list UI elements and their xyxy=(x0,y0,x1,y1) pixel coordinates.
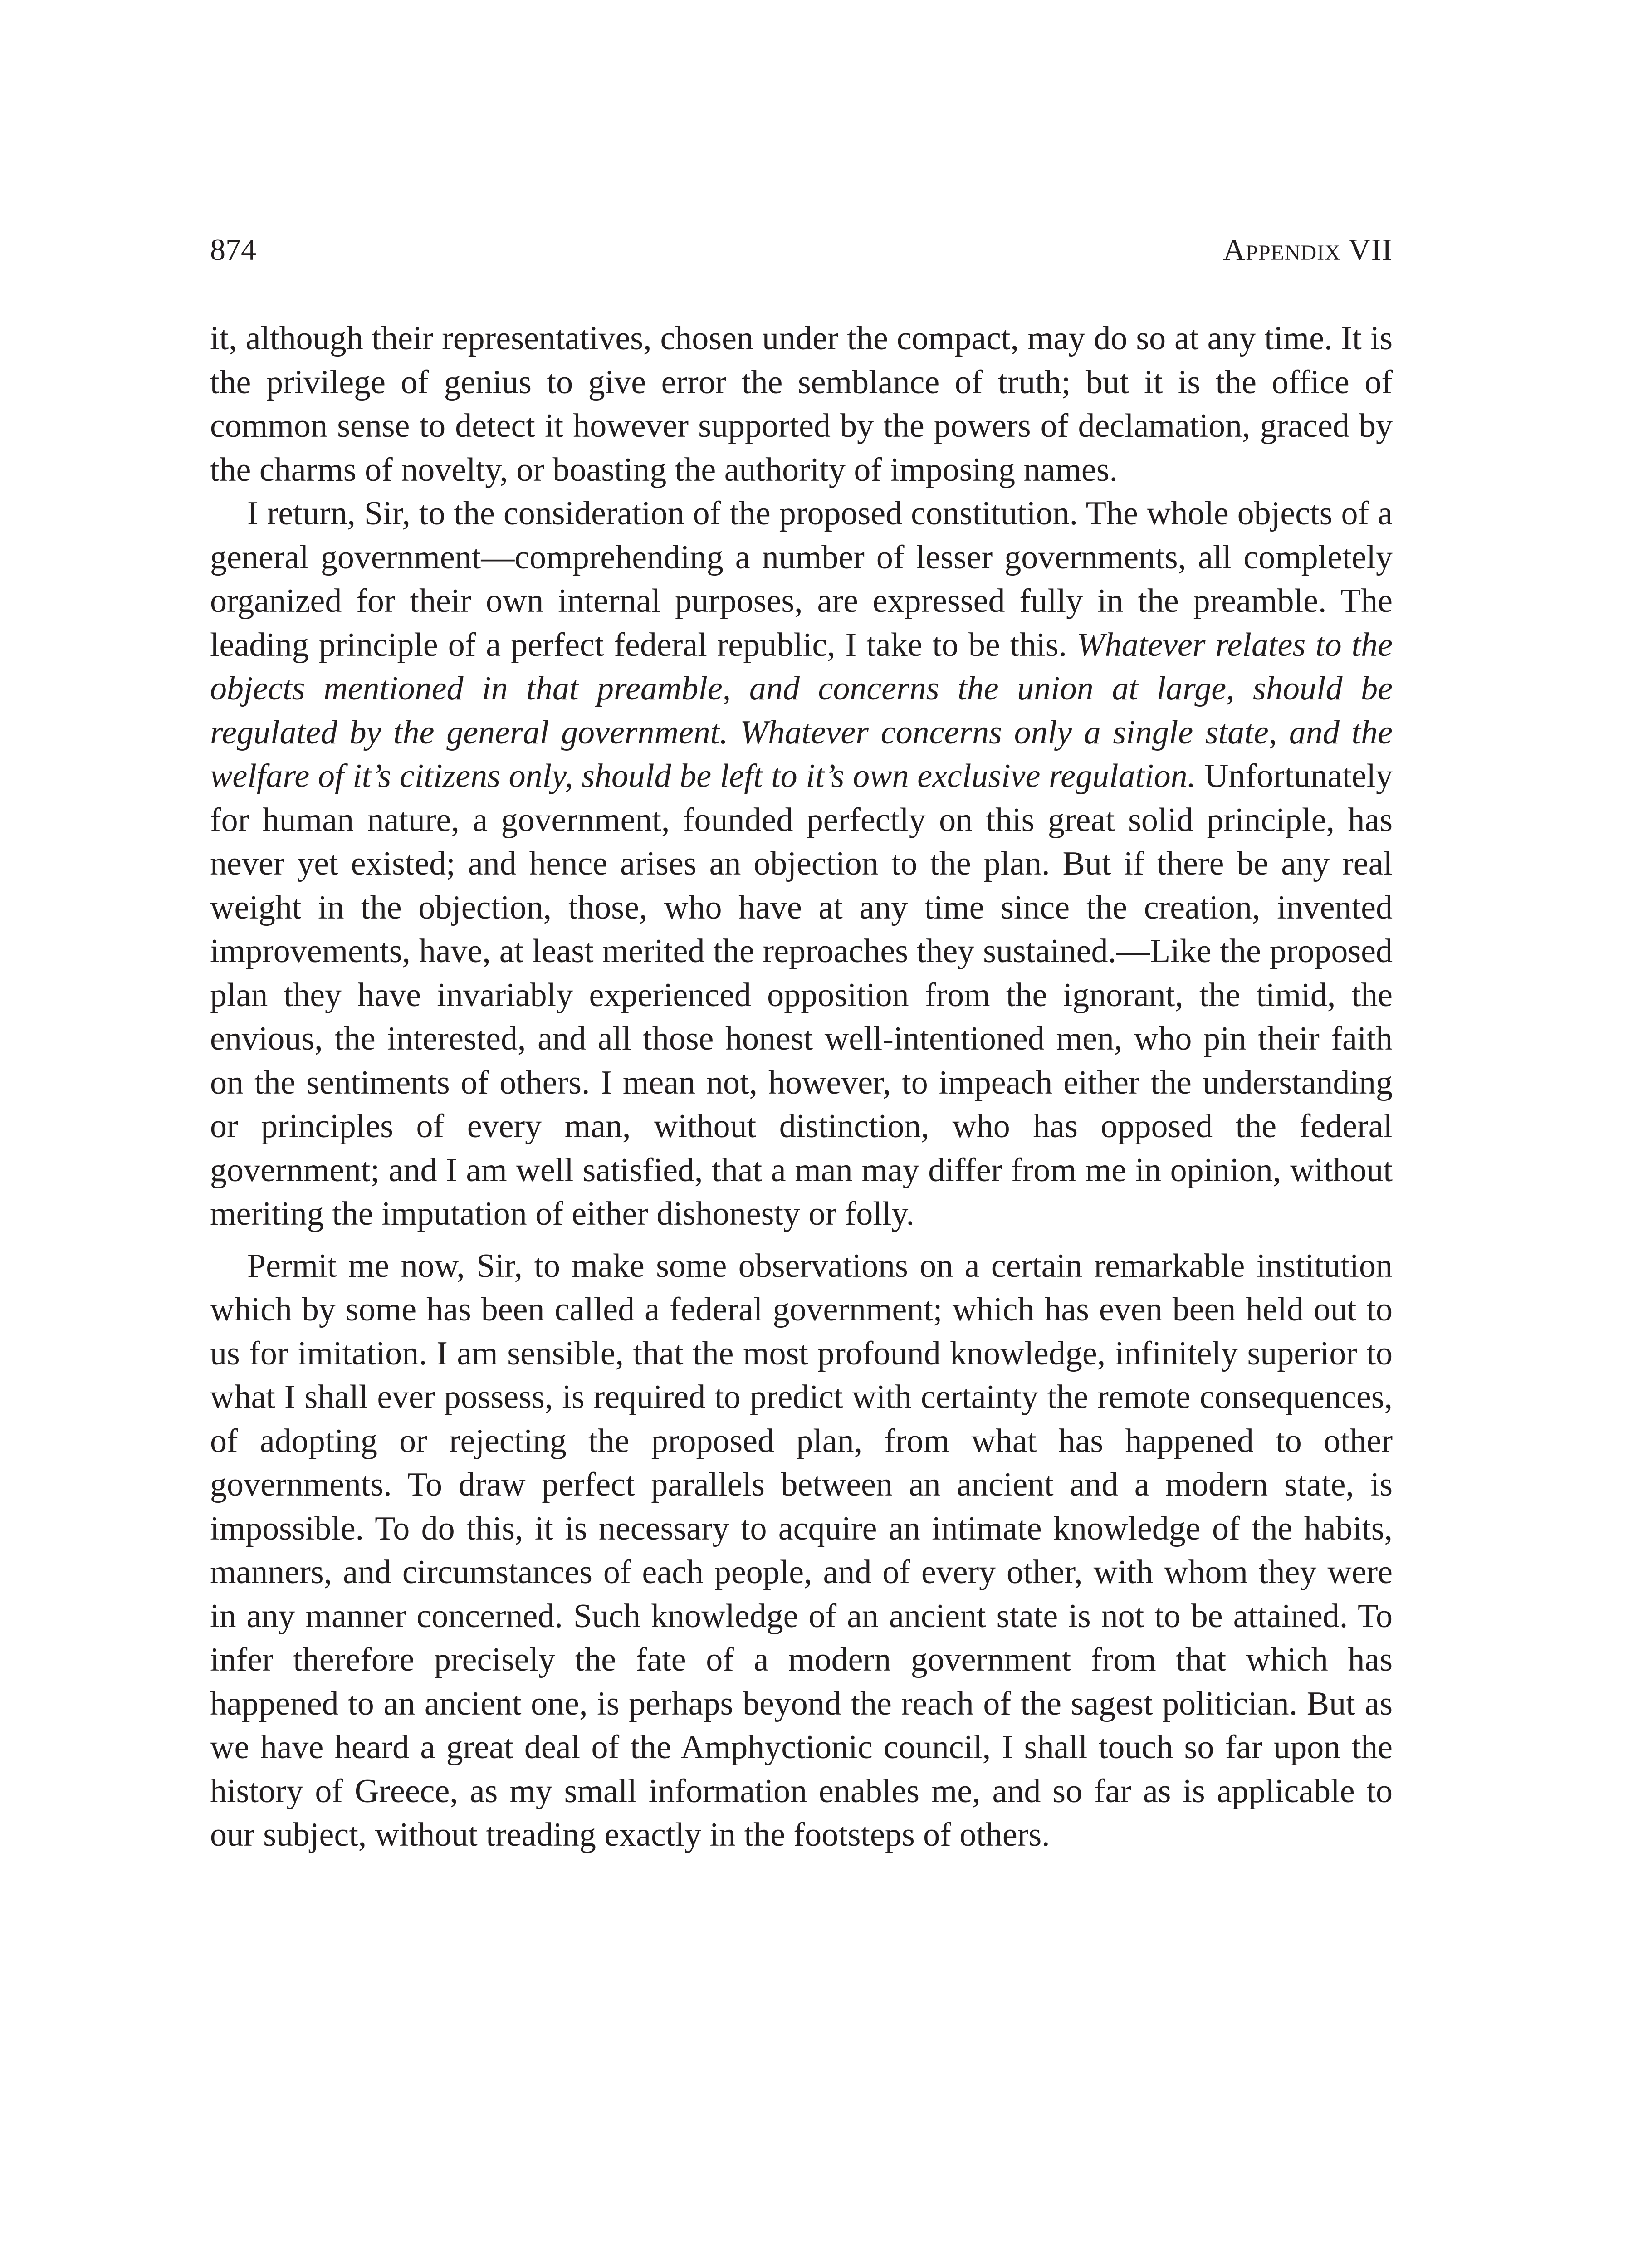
paragraph-amphyctionic-council xyxy=(210,1244,1393,1857)
text-segment: it, although their representatives, chosen under the compact, may do so at any time. It is the privilege of genius to give error the semblance of truth; but it is the office of common sense to detect it however supported by the powers of declamation, graced by the charms of novelty, or boasting the authority of imposing names. xyxy=(210,320,1393,489)
paragraph-continued xyxy=(210,317,1393,492)
text-segment: Unfortunately for human nature, a government, founded perfectly on this great solid principle, has never yet existed; and hence arises an objection to the plan. But if there be any real weight in the objection, those, who have at any time since the creation, invented improvements, have, at least merited the reproaches they sustained.—Like the proposed plan they have invariably experienced opposition from the ignorant, the timid, the envious, the interested, and all those honest well-intentioned men, who pin their faith on the sentiments of others. I mean not, however, to impeach either the understanding or principles of every man, without distinction, who has opposed the federal government; and I am well satisfied, that a man may differ from me in opinion, without meriting the imputation of either dishonesty or folly. xyxy=(210,758,1393,1232)
paragraph-federal-principle xyxy=(210,492,1393,1236)
running-head xyxy=(210,227,1393,272)
italic-principle-statement: Whatever relates to the objects mentioned in that preamble, and concerns the union at large, should be regulated by the general government. Whatever concerns only a single state, and the welfare of it’s citizens only, should be left to it’s own exclusive regulation. xyxy=(210,626,1393,795)
section-title: Appendix VII xyxy=(1223,232,1393,267)
page-number: 874 xyxy=(210,232,256,267)
book-page xyxy=(210,227,1393,2177)
text-segment: I return, Sir, to the consideration of the proposed constitution. The whole objects of a general government—comprehending a number of lesser governments, all completely organized for their own internal purposes, are expressed fully in the preamble. The leading principle of a perfect federal republic, I take to be this. xyxy=(210,495,1393,664)
body-text xyxy=(210,317,1393,1857)
text-segment: Permit me now, Sir, to make some observations on a certain remarkable institution which by some has been called a federal government; which has even been held out to us for imitation. I am sensible, that the most profound knowledge, infinitely superior to what I shall ever possess, is required to predict with certainty the remote consequences, of adopting or rejecting the proposed plan, from what has happened to other governments. To draw perfect parallels between an ancient and a modern state, is impossible. To do this, it is necessary to acquire an intimate knowledge of the habits, manners, and circumstances of each people, and of every other, with whom they were in any manner concerned. Such knowledge of an ancient state is not to be attained. To infer therefore precisely the fate of a modern government from that which has happened to an ancient one, is perhaps beyond the reach of the sagest politician. But as we have heard a great deal of the Amphyctionic council, I shall touch so far upon the history of Greece, as my small information enables me, and so far as is applicable to our subject, without treading exactly in the footsteps of others. xyxy=(210,1247,1393,1853)
